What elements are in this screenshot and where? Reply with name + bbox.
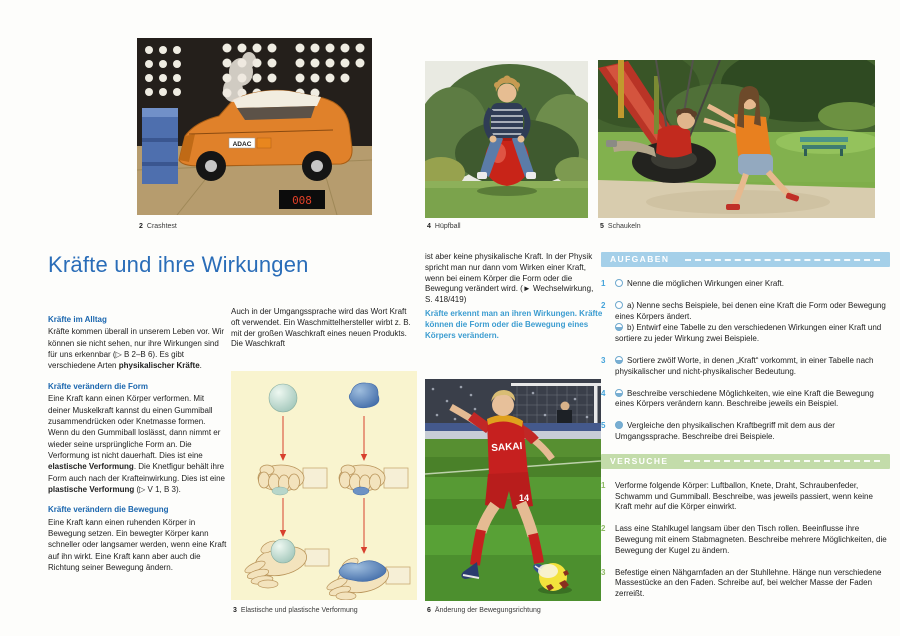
aufgaben-list bbox=[601, 279, 890, 443]
jersey-number: 14 bbox=[519, 493, 530, 503]
page-title: Kräfte und ihre Wirkungen bbox=[48, 252, 309, 277]
section-heading-alltag: Kräfte im Alltag bbox=[48, 315, 107, 324]
huepfball-photo bbox=[425, 61, 588, 218]
figure-caption-text: Elastische und plastische Verformung bbox=[240, 607, 358, 614]
schaukeln-photo bbox=[598, 60, 875, 218]
versuch-item-2: 2 Lass eine Stahlkugel langsam über den Tisch rollen. Beeinflusse ihre Bewegung mit einem Stabmagneten. Beschreibe mehrere Möglichkeiten, die Bewegung der Kugel zu ändern. bbox=[601, 524, 887, 555]
difficulty-icon bbox=[615, 389, 623, 397]
text-column-1 bbox=[48, 314, 227, 577]
difficulty-icon bbox=[615, 421, 623, 429]
task-item-2: 2 a) Nenne sechs Beispiele, bei denen eine Kraft die Form oder Bewegung eines Körpers ändert. b) Entwirf eine Tabelle zu den verschiedenen Wirkungen einer Kraft und sortiere zu jeder Wirkung zwei Beispiele. bbox=[601, 300, 886, 344]
aufgaben-banner bbox=[601, 252, 890, 267]
section-heading-form: Kräfte verändern die Form bbox=[48, 381, 149, 391]
text-column-3 bbox=[425, 252, 603, 344]
verformung-illustration bbox=[231, 371, 417, 600]
figure-number: 3 bbox=[233, 607, 237, 614]
paragraph-alltag: Kräfte kommen überall in unserem Leben vor. Wir können sie nicht sehen, nur ihre Wirkungen sind für uns erkennbar (▷ B 2–B 6). Es gibt verschiedene Arten physikalischer Kräfte. bbox=[48, 327, 225, 371]
task-item-1: 1 Nenne die möglichen Wirkungen einer Kraft. bbox=[601, 279, 784, 288]
figure-caption-text: Schaukeln bbox=[607, 223, 641, 230]
figure-caption-crashtest bbox=[139, 223, 177, 230]
figure-number: 6 bbox=[427, 607, 431, 614]
crashtest-photo bbox=[137, 38, 372, 215]
figure-number: 2 bbox=[139, 223, 143, 230]
section-heading-bewegung: Kräfte verändern die Bewegung bbox=[48, 505, 169, 515]
task-item-3: 3 Sortiere zwölf Worte, in denen „Kraft“ vorkommt, in einer Tabelle nach physikalischer und nicht-physikalischer Bedeutung. bbox=[601, 355, 874, 376]
crash-barrier bbox=[142, 108, 178, 184]
difficulty-icon bbox=[615, 323, 623, 331]
tasks-column bbox=[601, 252, 890, 611]
figure-caption-text: Crashtest bbox=[146, 223, 177, 230]
task-item-4: 4 Beschreibe verschiedene Möglichkeiten, wie eine Kraft die Bewegung eines Körpers verändern kann. Beschreibe jeweils ein Beispiel. bbox=[601, 388, 874, 409]
merksatz: Kräfte erkennt man an ihren Wirkungen. Kräfte können die Form oder die Bewegung eines Körpers verändern. bbox=[425, 308, 603, 340]
goalkeeper bbox=[561, 402, 570, 411]
banner-dashes bbox=[685, 259, 880, 261]
versuche-list bbox=[601, 481, 890, 600]
figure-caption-schaukeln bbox=[600, 223, 641, 230]
counter-display: 008 bbox=[292, 194, 312, 207]
text-column-2 bbox=[231, 307, 417, 353]
crash-counter bbox=[279, 190, 325, 209]
richtung-photo bbox=[425, 379, 601, 601]
aufgaben-header-label: AUFGABEN bbox=[610, 253, 670, 264]
paragraph-bewegung: Eine Kraft kann einen ruhenden Körper in Bewegung setzen. Ein bewegter Körper kann schneller oder langsamer werden, wenn eine Kraft auf ihn wirkt. Eine Kraft kann aber auch die Richtung seiner Bewegung ändern. bbox=[48, 517, 227, 573]
figure-number: 5 bbox=[600, 223, 604, 230]
paragraph-form: Eine Kraft kann einen Körper verformen. Mit deiner Muskelkraft kannst du einen Gummiball zusammendrücken oder Knetmasse formen. Wenn du den Gummiball loslässt, dann nimmt er wieder seine ursprüngliche Form an. Die Verformung ist nicht dauerhaft. Dies ist eine elastische Verformung. Die Knetfigur behält ihre Form auch nach der Krafteinwirkung. Dies ist eine plastische Verformung (▷ V 1, B 3). bbox=[48, 394, 225, 495]
jersey-text: SAKAI bbox=[490, 440, 523, 455]
figure-caption-text: Änderung der Bewegungsrichtung bbox=[434, 607, 541, 614]
figure-caption-richtung bbox=[427, 607, 541, 614]
difficulty-icon bbox=[615, 301, 623, 309]
versuch-item-1: 1 Verforme folgende Körper: Luftballon, Knete, Draht, Schraubenfeder, Schwamm und Gummiball. Beschreibe, was jeweils passiert, wenn keine Kraft mehr auf die Körper einwirkt. bbox=[601, 480, 873, 512]
difficulty-icon bbox=[615, 356, 623, 364]
paragraph-umgangssprache: Auch in der Umgangssprache wird das Wort Kraft oft verwendet. Ein Waschmittelhersteller wirbt z. B. mit der großen Waschkraft eines neuen Produkts. Die Waschkraft bbox=[231, 307, 411, 349]
versuche-banner bbox=[601, 454, 890, 469]
adac-sticker-text: ADAC bbox=[232, 141, 252, 148]
versuch-item-3: 3 Befestige einen Nähgarnfaden an der Stuhllehne. Hänge nun verschiedene Massestücke an den Faden. Schreibe auf, bei welcher Masse der Faden zerreißt. bbox=[601, 567, 882, 599]
figure-caption-verformung bbox=[233, 607, 358, 614]
difficulty-icon bbox=[615, 279, 623, 287]
figure-caption-text: Hüpfball bbox=[434, 223, 461, 230]
versuche-header-label: VERSUCHE bbox=[610, 455, 669, 466]
paragraph-physikalische-kraft: ist aber keine physikalische Kraft. In der Physik spricht man nur dann vom Wirken einer Kraft, wenn bei einem Körper die Form oder die Bewegung verändert wird. (► Wechselwirkung, S. 418/419) bbox=[425, 252, 594, 305]
task-item-5: 5 Vergleiche den physikalischen Kraftbegriff mit dem aus der Umgangssprache. Beschreibe drei Beispiele. bbox=[601, 421, 835, 441]
figure-caption-huepfball bbox=[427, 223, 461, 230]
figure-number: 4 bbox=[427, 223, 431, 230]
banner-dashes bbox=[684, 460, 880, 462]
